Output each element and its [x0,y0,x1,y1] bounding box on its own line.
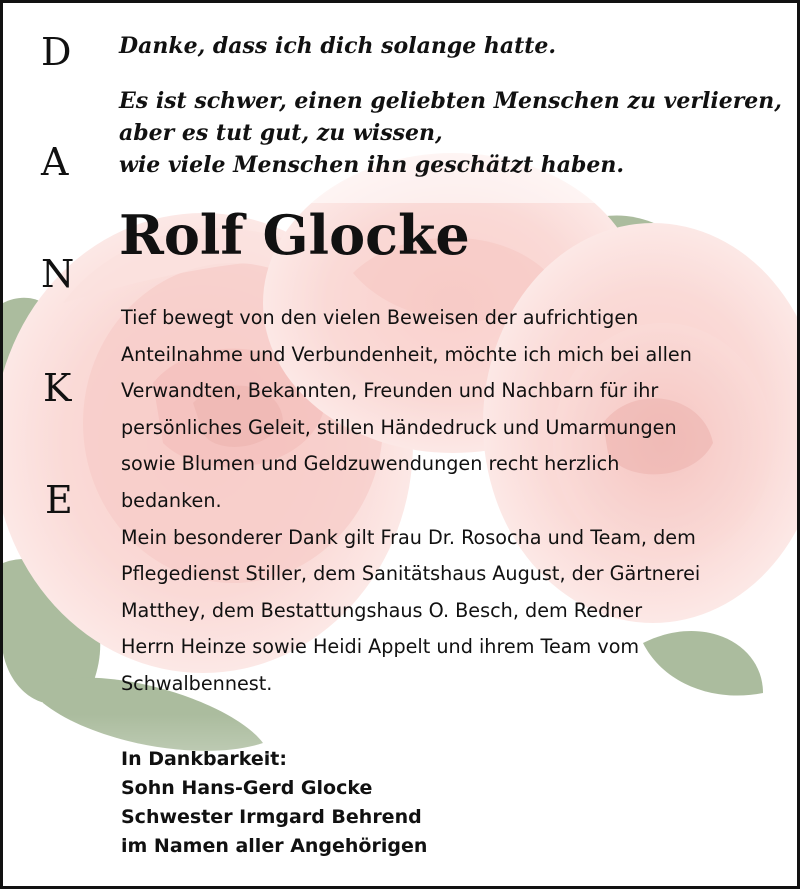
thank-you-text [121,300,789,703]
body-line: Tief bewegt von den vielen Beweisen der aufrichtigen [121,306,639,329]
body-line: persönliches Geleit, stillen Händedruck und Umarmungen [121,415,677,439]
danke-letter: A [41,140,69,184]
body-line: Mein besonderer Dank gilt Frau Dr. Rosocha und Team, dem [121,525,696,549]
signature-line: Schwester Irmgard Behrend [121,806,422,828]
quote-first-line: Danke, dass ich dich solange hatte. [119,33,557,59]
body-line: Schwalbennest. [121,671,273,695]
signature-line: In Dankbarkeit: [121,748,287,770]
body-line: Pflegedienst Stiller, dem Sanitätshaus August, der Gärtnerei [121,562,701,586]
quote-line: wie viele Menschen ihn geschätzt haben. [119,152,625,178]
body-line: bedanken. [121,488,222,512]
quote-line: Es ist schwer, einen geliebten Menschen zu verlieren, [119,88,782,114]
signature-block [121,745,427,861]
danke-letter: N [41,252,75,296]
danke-letter: D [41,30,72,74]
body-line: Matthey, dem Bestattungshaus O. Besch, dem Redner [121,598,643,622]
signature-line: Sohn Hans-Gerd Glocke [121,777,373,799]
danke-letter: E [45,478,73,522]
deceased-name: Rolf Glocke [119,203,470,267]
quote-verse [119,85,782,181]
body-line: Anteilnahme und Verbundenheit, möchte ich mich bei allen [121,342,692,366]
quote-line: aber es tut gut, zu wissen, [119,120,443,146]
danke-letter: K [43,366,72,410]
body-line: sowie Blumen und Geldzuwendungen recht herzlich [121,452,620,476]
body-line: Herrn Heinze sowie Heidi Appelt und ihrem Team vom [121,635,640,659]
body-line: Verwandten, Bekannten, Freunden und Nachbarn für ihr [121,379,659,403]
signature-line: im Namen aller Angehörigen [121,835,428,857]
